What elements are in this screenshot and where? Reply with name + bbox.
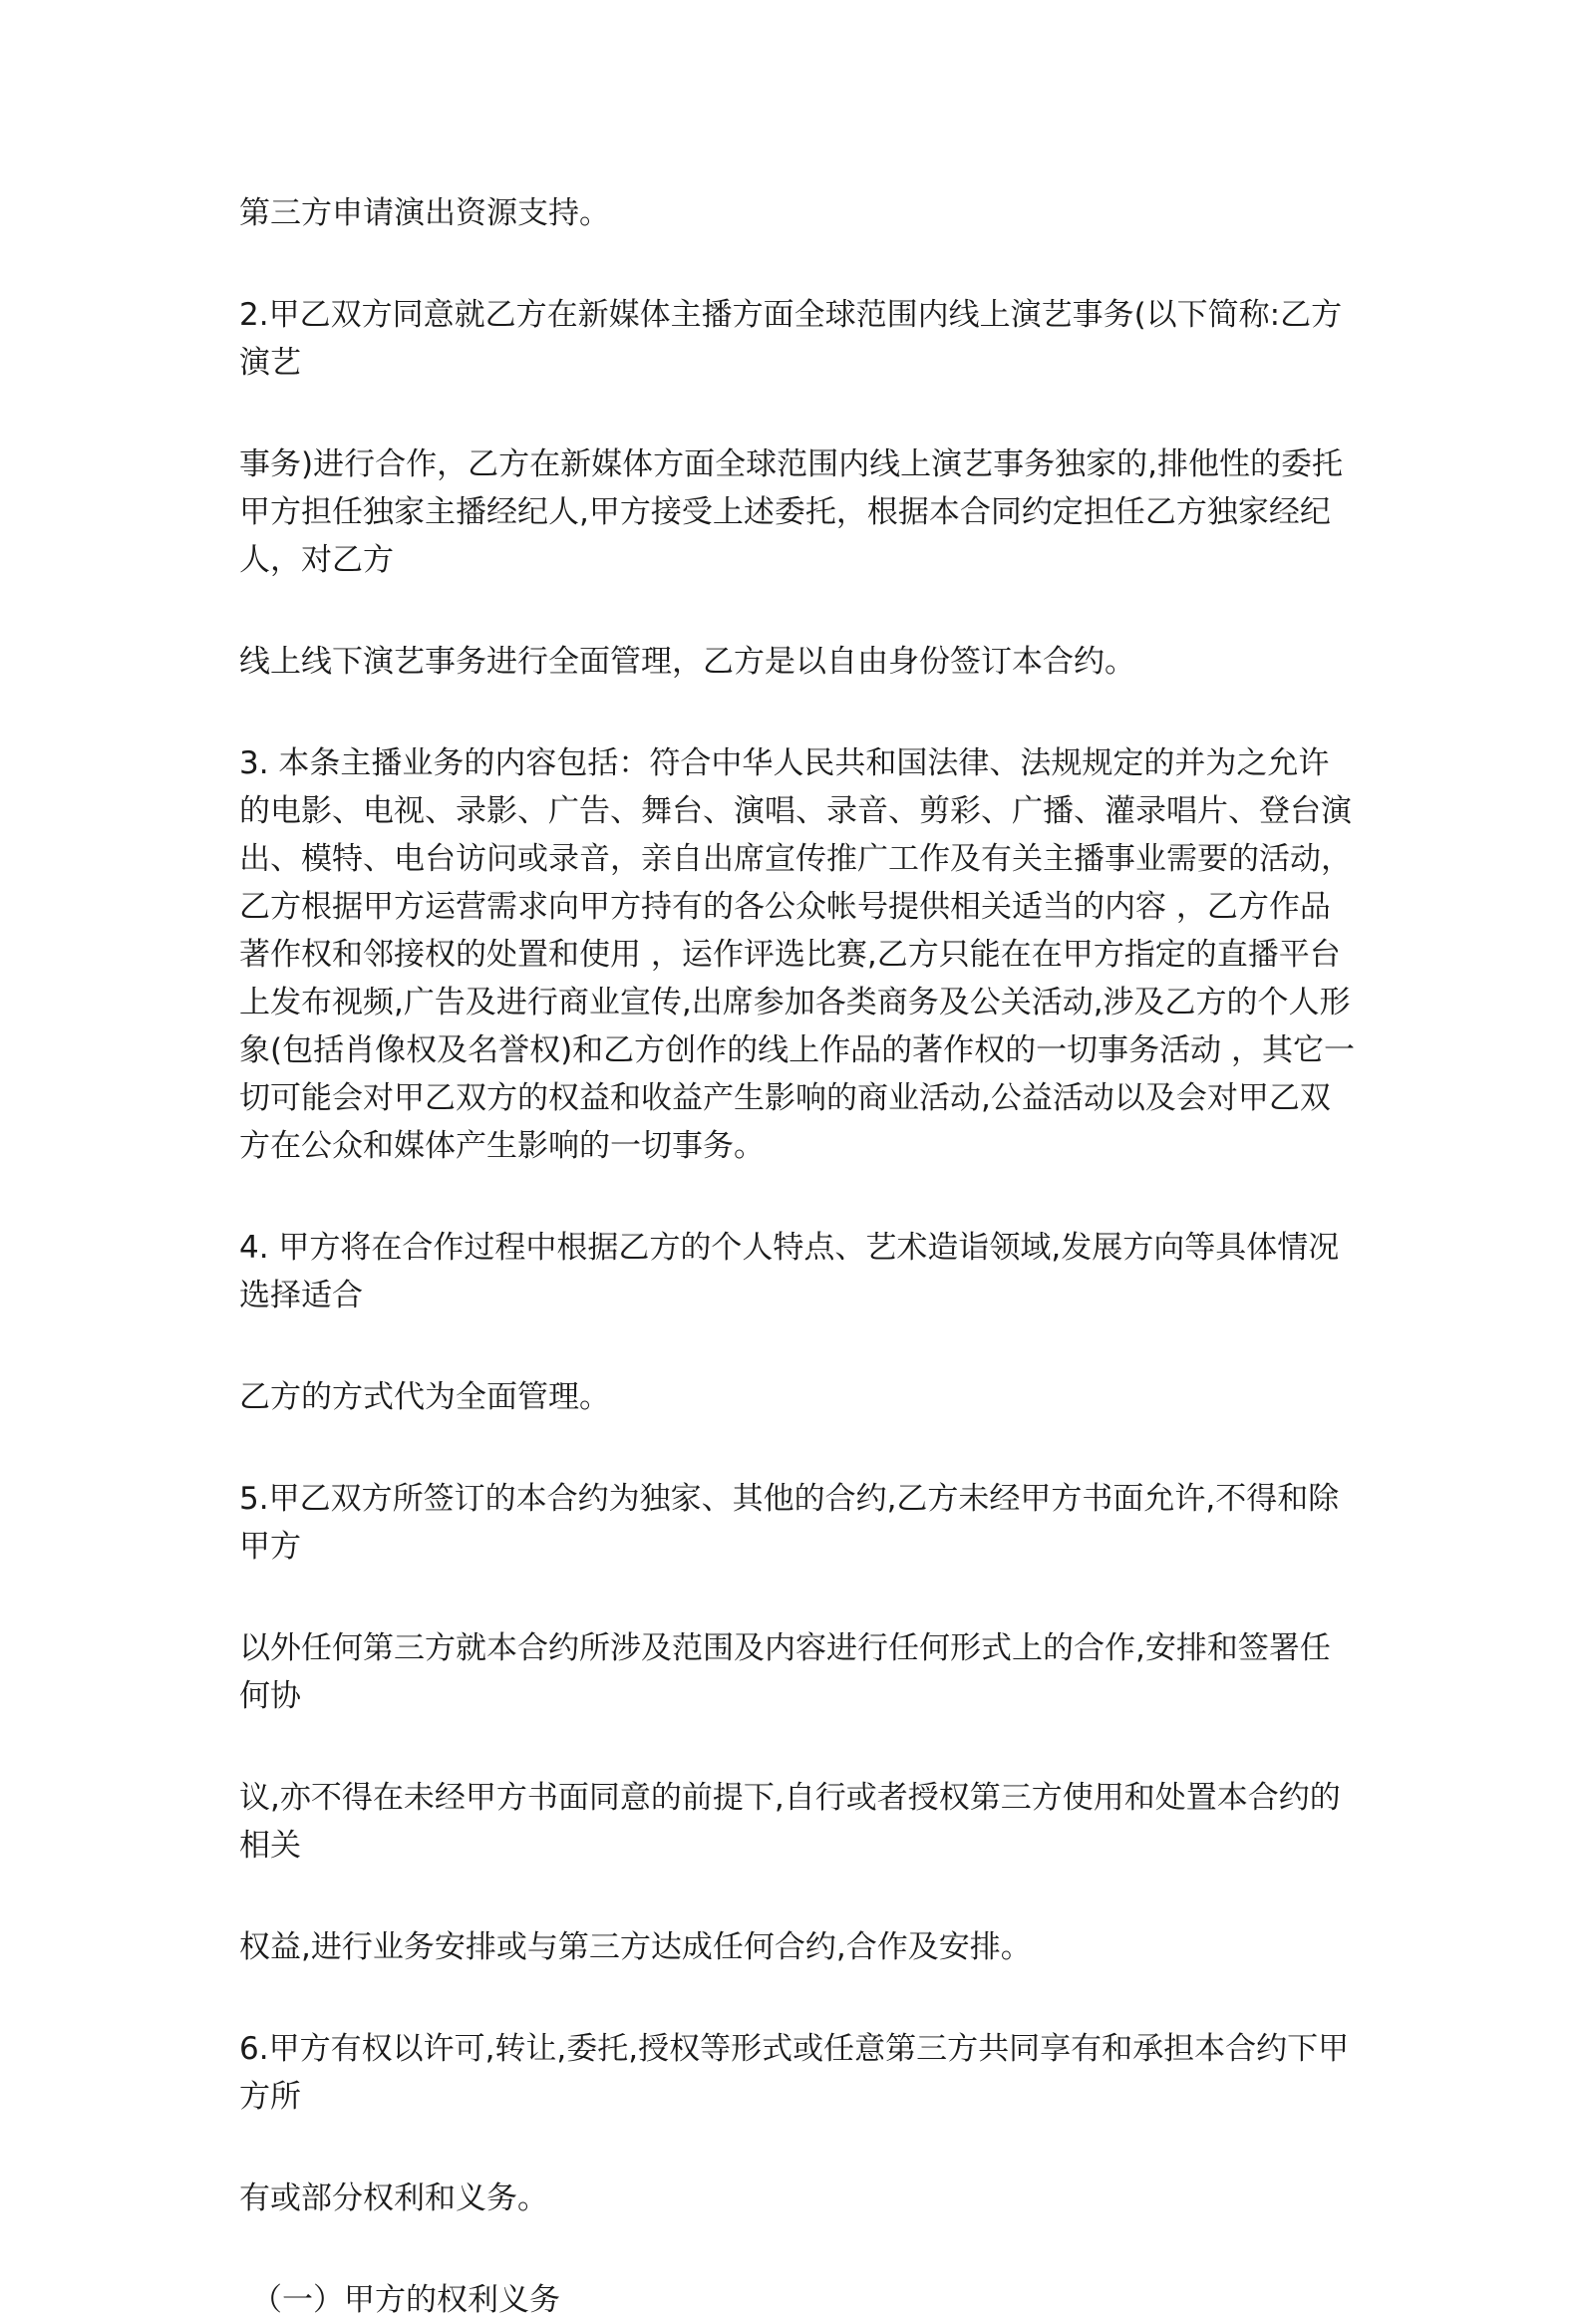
- paragraph-9: 以外任何第三方就本合约所涉及范围及内容进行任何形式上的合作,安排和签署任何协: [239, 1630, 1331, 1714]
- paragraph-13: 有或部分权利和义务。: [239, 2180, 548, 2216]
- paragraph-5: 3. 本条主播业务的内容包括：符合中华人民共和国法律、法规规定的并为之允许的电影、电视、录影、广告、舞台、演唱、录音、剪彩、广播、灌录唱片、登台演出、模特、电台访问或录音，亲自出席宣传推广工作及有关主播事业需要的活动，乙方根据甲方运营需求向甲方持有的各公众帐号提供相关适当的内容 ，乙方作品著作权和邻接权的处置和使用 ，运作评选比赛,乙方只能在在甲方指定的直播平台上发布视频,广告及进行商业宣传,出席参加各类商务及公关活动,涉及乙方的个人形象(包括肖像权及名誉权)和乙方创作的线上作品的著作权的一切事务活动 ，其它一切可能会对甲乙双方的权益和收益产生影响的商业活动,公益活动以及会对甲乙双方在公众和媒体产生影响的一切事务。: [239, 745, 1356, 1164]
- paragraph-6: 4. 甲方将在合作过程中根据乙方的个人特点、艺术造诣领域,发展方向等具体情况选择适合: [239, 1230, 1340, 1313]
- paragraph-11: 权益,进行业务安排或与第三方达成任何合约,合作及安排。: [239, 1929, 1032, 1965]
- document-body: [239, 189, 1356, 2324]
- paragraph-3: 事务)进行合作，乙方在新媒体方面全球范围内线上演艺事务独家的,排他性的委托甲方担任独家主播经纪人,甲方接受上述委托，根据本合同约定担任乙方独家经纪人，对乙方: [239, 446, 1343, 578]
- paragraph-10: 议,亦不得在未经甲方书面同意的前提下,自行或者授权第三方使用和处置本合约的相关: [239, 1780, 1341, 1864]
- section-heading: （一）甲方的权利义务: [251, 2282, 560, 2318]
- paragraph-4: 线上线下演艺事务进行全面管理，乙方是以自由身份签订本合约。: [239, 644, 1135, 680]
- paragraph-7: 乙方的方式代为全面管理。: [239, 1379, 610, 1415]
- paragraph-8: 5.甲乙双方所签订的本合约为独家、其他的合约,乙方未经甲方书面允许,不得和除甲方: [239, 1481, 1340, 1565]
- paragraph-1: 第三方申请演出资源支持。: [239, 195, 610, 231]
- paragraph-12: 6.甲方有权以许可,转让,委托,授权等形式或任意第三方共同享有和承担本合约下甲方所: [239, 2031, 1350, 2115]
- paragraph-2: 2.甲乙双方同意就乙方在新媒体主播方面全球范围内线上演艺事务(以下简称:乙方演艺: [239, 297, 1343, 381]
